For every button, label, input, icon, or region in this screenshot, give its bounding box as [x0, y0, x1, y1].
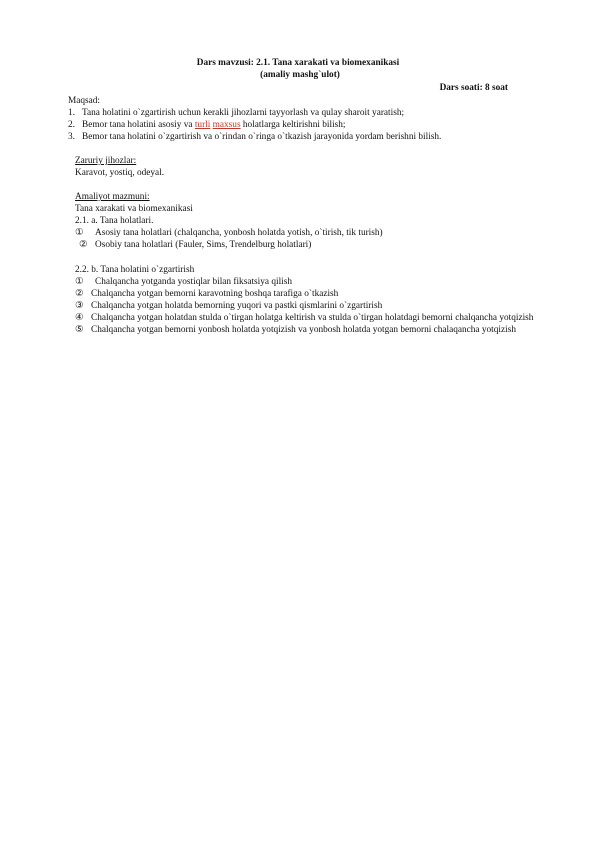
change-label: 2.2. b. Tana holatini o`zgartirish — [75, 265, 195, 275]
list-item-text: Chalqancha yotgan holatdan stulda o`tirgan holatga keltirish va stulda o`tirgan holatdagi bemorni chalqancha yotqizish — [91, 313, 534, 324]
goal-item — [68, 107, 538, 119]
content-section — [75, 191, 541, 251]
goal-item-text: Bemor tana holatini o`zgartirish va o`rindan o`ringa o`tkazish jarayonida yordam berishni bilish. — [82, 132, 442, 143]
list-item-text: Chalqancha yotgan bemorni yonbosh holatda yotqizish va yonbosh holatda yotgan bemorni chalaqancha yotqizish — [91, 325, 516, 336]
equipment-label: Zaruriy jihozlar: — [75, 156, 137, 166]
circled-number-marker: ④ — [75, 313, 84, 324]
list-item-text: Asosiy tana holatlari (chalqancha, yonbosh holatda yotish, o`tirish, tik turish) — [95, 228, 383, 239]
goal-item-number: 3. — [68, 132, 75, 143]
list-item — [75, 324, 541, 336]
goal-list — [68, 107, 538, 143]
change-section — [75, 264, 541, 337]
goal-item-text-start: Bemor tana holatini asosiy va — [82, 120, 195, 131]
lesson-hours: Dars soati: 8 soat — [439, 83, 508, 93]
list-item-text: Chalqancha yotgan holatda bemorning yuqori va pastki qismlarini o`zgartirish — [91, 301, 383, 312]
circled-number-marker: ⑤ — [75, 325, 84, 336]
list-item — [75, 239, 541, 251]
list-item-text: Osobiy tana holatlari (Fauler, Sims, Trendelburg holatlari) — [95, 240, 312, 251]
spellcheck-word-maxsus: maxsus — [212, 120, 241, 131]
equipment-text: Karavot, yostiq, odeyal. — [75, 168, 165, 179]
goal-section — [68, 95, 538, 143]
circled-number-marker: ① — [75, 228, 84, 239]
circled-number-marker: ① — [75, 277, 84, 288]
content-line-2: 2.1. a. Tana holatlari. — [75, 216, 154, 227]
goal-item-text — [82, 119, 346, 131]
goal-item — [68, 131, 538, 143]
content-list — [75, 227, 541, 251]
content-label: Amaliyot mazmuni: — [75, 192, 150, 202]
list-item — [75, 300, 541, 312]
list-item-text: Chalqancha yotganda yostiqlar bilan fiksatsiya qilish — [95, 277, 293, 288]
list-item — [75, 312, 541, 324]
goal-item-text-end: holatlarga keltirishni bilish; — [240, 120, 346, 131]
goal-label: Maqsad: — [68, 96, 101, 106]
change-list — [75, 276, 541, 336]
list-item-text: Chalqancha yotgan bemorni karavotning boshqa tarafiga o`tkazish — [91, 289, 339, 300]
content-line-1: Tana xarakati va biomexanikasi — [75, 204, 193, 215]
circled-number-marker: ② — [75, 289, 84, 300]
lesson-title: Dars mavzusi: 2.1. Tana xarakati va biomexanikasi — [196, 58, 400, 68]
list-item — [75, 276, 541, 288]
goal-item — [68, 119, 538, 131]
circled-number-marker: ② — [79, 240, 88, 251]
list-item — [75, 227, 541, 239]
list-item — [75, 288, 541, 300]
goal-item-text: Tana holatini o`zgartirish uchun kerakli jihozlarni tayyorlash va qulay sharoit yaratish; — [82, 108, 405, 119]
goal-item-number: 1. — [68, 108, 75, 119]
goal-item-number: 2. — [68, 120, 75, 131]
equipment-section — [75, 155, 541, 179]
spellcheck-word-turli: turli — [194, 120, 211, 131]
circled-number-marker: ③ — [75, 301, 84, 312]
lesson-subtitle: (amaliy mashg`ulot) — [260, 70, 340, 80]
